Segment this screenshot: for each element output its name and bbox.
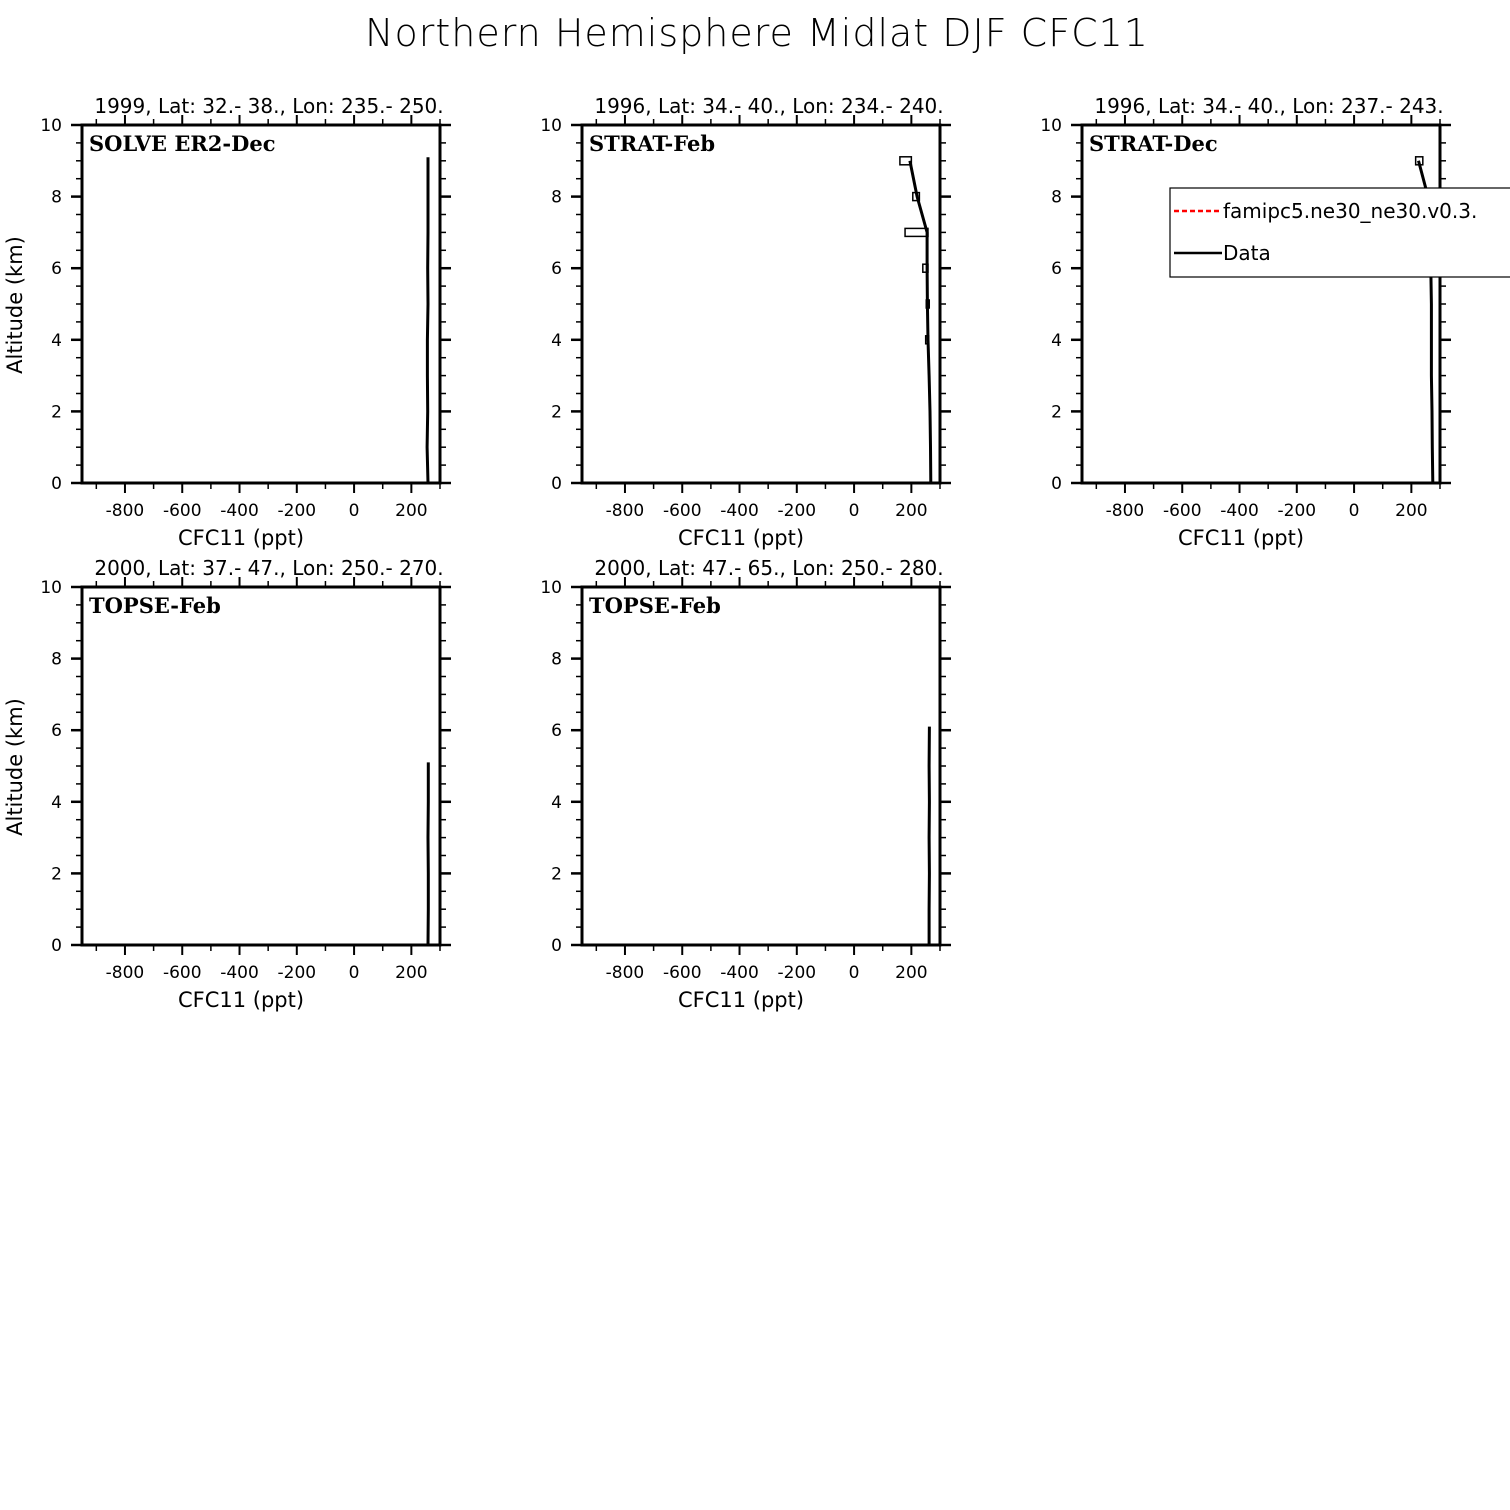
y-tick-label: 0 xyxy=(1051,474,1062,494)
x-tick-label: 200 xyxy=(395,501,428,521)
legend-label-1: famipc5.ne30_ne30.v0.3. xyxy=(1223,199,1478,223)
y-tick-label: 4 xyxy=(51,792,62,813)
x-tick-label: 200 xyxy=(395,963,428,983)
plot-frame xyxy=(82,125,440,483)
x-tick-label: 200 xyxy=(1395,501,1428,521)
plot-frame xyxy=(582,587,940,945)
x-tick-label: -200 xyxy=(277,963,317,983)
x-tick-label: -400 xyxy=(720,963,759,983)
y-tick-label: 0 xyxy=(551,936,562,956)
x-tick-label: -800 xyxy=(105,501,145,521)
y-tick-label: 2 xyxy=(51,864,62,885)
x-axis-label: CFC11 (ppt) xyxy=(177,988,305,1012)
campaign-label: SOLVE ER2-Dec xyxy=(89,131,276,156)
y-tick-label: 2 xyxy=(51,402,62,423)
x-tick-label: -200 xyxy=(777,963,817,983)
legend-label-2: Data xyxy=(1223,241,1271,265)
y-tick-label: 2 xyxy=(551,402,562,423)
y-tick-label: 10 xyxy=(40,116,62,136)
data-series-line xyxy=(427,157,428,483)
x-tick-label: -200 xyxy=(777,501,817,521)
y-tick-label: 4 xyxy=(551,330,562,351)
y-tick-label: 0 xyxy=(551,474,562,494)
x-tick-label: 200 xyxy=(895,501,928,521)
y-tick-label: 4 xyxy=(51,330,62,351)
x-tick-label: -200 xyxy=(1277,501,1317,521)
campaign-label: TOPSE-Feb xyxy=(89,593,221,618)
panel-title: 1996, Lat: 34.- 40., Lon: 237.- 243. xyxy=(1094,94,1444,118)
y-tick-label: 8 xyxy=(51,649,62,670)
y-tick-label: 4 xyxy=(551,792,562,813)
plot-frame xyxy=(1082,125,1440,483)
panel-title: 1999, Lat: 32.- 38., Lon: 235.- 250. xyxy=(94,94,444,118)
x-tick-label: 0 xyxy=(1348,501,1360,521)
chart-panel-5 xyxy=(540,556,951,1012)
data-layer xyxy=(427,157,428,483)
y-tick-label: 6 xyxy=(51,259,62,280)
x-tick-label: -400 xyxy=(220,501,259,521)
y-tick-label: 0 xyxy=(51,936,62,956)
plot-frame xyxy=(582,125,940,483)
y-tick-label: 8 xyxy=(51,187,62,208)
y-tick-label: 8 xyxy=(1051,187,1062,208)
x-tick-label: -600 xyxy=(662,501,702,521)
campaign-label: STRAT-Dec xyxy=(1089,131,1218,156)
legend xyxy=(1170,188,1510,277)
plot-frame xyxy=(82,587,440,945)
campaign-label: STRAT-Feb xyxy=(589,131,716,156)
y-tick-label: 6 xyxy=(551,721,562,742)
x-tick-label: -600 xyxy=(1162,501,1202,521)
y-tick-label: 10 xyxy=(40,578,62,598)
panel-title: 2000, Lat: 37.- 47., Lon: 250.- 270. xyxy=(94,556,444,580)
y-tick-label: 10 xyxy=(540,578,562,598)
chart-panel-2 xyxy=(540,94,951,550)
y-tick-label: 2 xyxy=(1051,402,1062,423)
x-tick-label: -800 xyxy=(1105,501,1145,521)
x-tick-label: -400 xyxy=(1220,501,1259,521)
y-tick-label: 8 xyxy=(551,187,562,208)
x-tick-label: -800 xyxy=(605,501,645,521)
x-axis-label: CFC11 (ppt) xyxy=(1177,526,1305,550)
x-tick-label: 0 xyxy=(848,501,860,521)
y-tick-label: 4 xyxy=(1051,330,1062,351)
x-tick-label: -800 xyxy=(605,963,645,983)
y-tick-label: 6 xyxy=(551,259,562,280)
x-axis-label: CFC11 (ppt) xyxy=(177,526,305,550)
x-tick-label: -400 xyxy=(720,501,759,521)
x-tick-label: 0 xyxy=(848,963,860,983)
x-tick-label: -400 xyxy=(220,963,259,983)
campaign-label: TOPSE-Feb xyxy=(589,593,721,618)
y-axis-label: Altitude (km) xyxy=(3,698,27,836)
chart-panel-1 xyxy=(3,94,451,550)
y-tick-label: 10 xyxy=(540,116,562,136)
figure-title: Northern Hemisphere Midlat DJF CFC11 xyxy=(365,11,1149,55)
x-tick-label: -600 xyxy=(162,501,202,521)
panel-title: 1996, Lat: 34.- 40., Lon: 234.- 240. xyxy=(594,94,944,118)
x-axis-label: CFC11 (ppt) xyxy=(677,526,805,550)
y-tick-label: 2 xyxy=(551,864,562,885)
chart-panel-3 xyxy=(1040,94,1451,550)
chart-panel-4 xyxy=(3,556,451,1012)
x-tick-label: -800 xyxy=(105,963,145,983)
x-tick-label: 200 xyxy=(895,963,928,983)
y-tick-label: 6 xyxy=(1051,259,1062,280)
data-layer xyxy=(900,157,931,483)
y-tick-label: 8 xyxy=(551,649,562,670)
data-series-line xyxy=(910,161,931,483)
x-axis-label: CFC11 (ppt) xyxy=(677,988,805,1012)
spread-box xyxy=(905,228,928,236)
y-tick-label: 0 xyxy=(51,474,62,494)
x-tick-label: -600 xyxy=(662,963,702,983)
y-tick-label: 6 xyxy=(51,721,62,742)
y-axis-label: Altitude (km) xyxy=(3,236,27,374)
x-tick-label: 0 xyxy=(348,501,360,521)
x-tick-label: -200 xyxy=(277,501,317,521)
panel-title: 2000, Lat: 47.- 65., Lon: 250.- 280. xyxy=(594,556,944,580)
x-tick-label: 0 xyxy=(348,963,360,983)
x-tick-label: -600 xyxy=(162,963,202,983)
y-tick-label: 10 xyxy=(1040,116,1062,136)
